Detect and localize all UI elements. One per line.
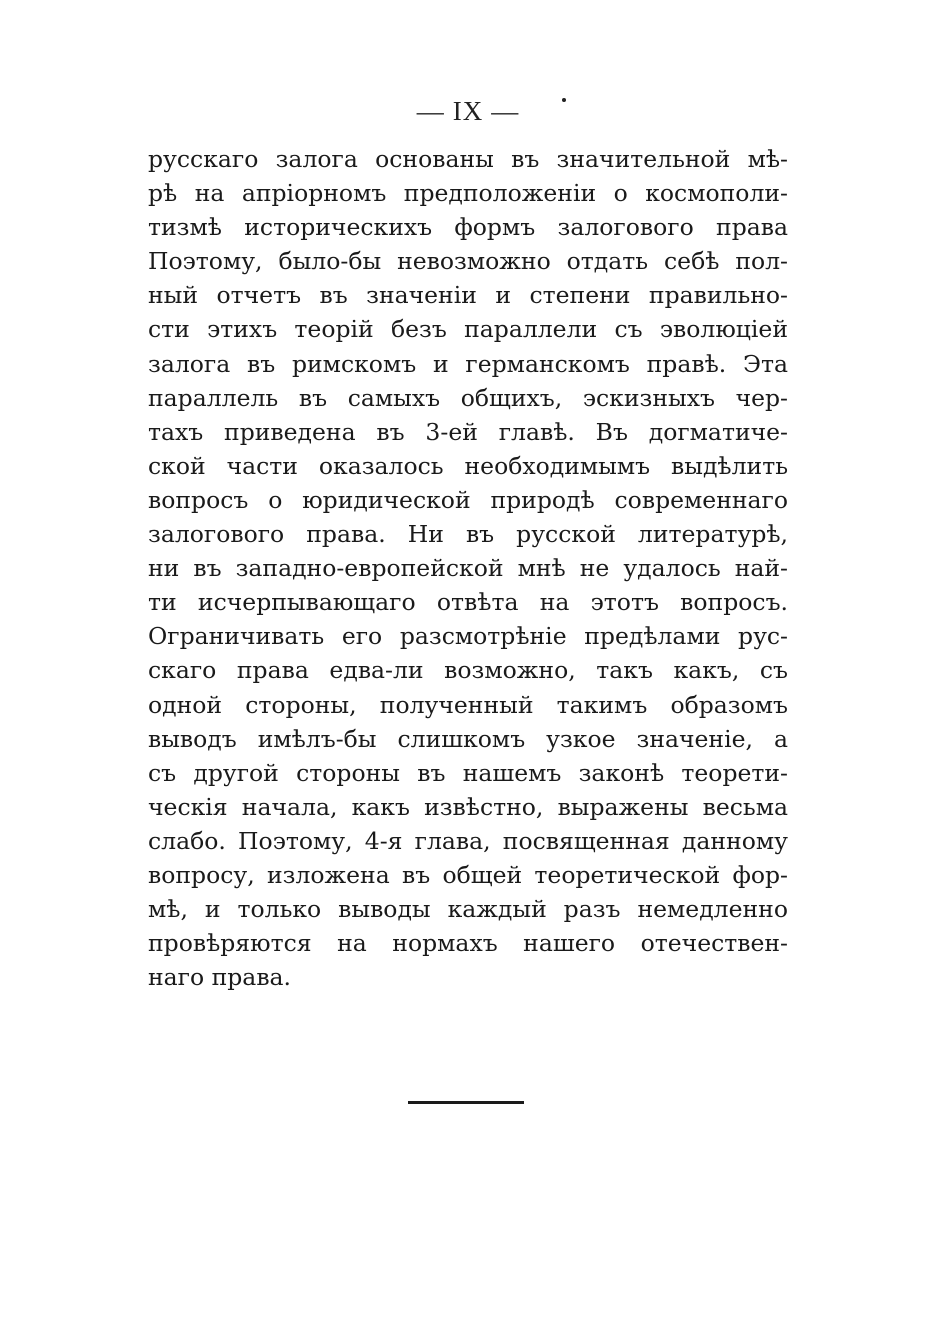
text-line: ской части оказалось необходимымъ выдѣлить (148, 451, 788, 480)
text-line: сти этихъ теорій безъ параллели съ эволюціей (148, 315, 788, 344)
text-line: одной стороны, полученный такимъ образомъ (148, 690, 788, 719)
text-line: ный отчетъ въ значеніи и степени правильно- (148, 281, 788, 310)
ink-speck (562, 98, 566, 102)
text-line: ти исчерпывающаго отвѣта на этотъ вопросъ. (148, 588, 788, 617)
text-line: рѣ на апріорномъ предположеніи о космополи- (148, 179, 788, 208)
page-number: IX (452, 96, 484, 126)
body-paragraph (148, 142, 788, 994)
text-line: вопросу, изложена въ общей теоретической фор- (148, 860, 788, 889)
header-dash-left: — (416, 96, 445, 126)
text-line: ни въ западно-европейской мнѣ не удалось най- (148, 554, 788, 583)
page-header (0, 96, 936, 127)
text-line-last: наго права. (148, 963, 292, 992)
text-line: ческія начала, какъ извѣстно, выражены весьма (148, 792, 788, 821)
text-line: Ограничивать его разсмотрѣніе предѣлами рус- (148, 622, 788, 651)
text-line: скаго права едва-ли возможно, такъ какъ, съ (148, 656, 788, 685)
text-line: русскаго залога основаны въ значительной мѣ- (148, 145, 788, 173)
text-line: вопросъ о юридической природѣ современнаго (148, 485, 788, 514)
text-line: слабо. Поэтому, 4-я глава, посвященная данному (148, 826, 788, 855)
text-line: выводъ имѣлъ-бы слишкомъ узкое значеніе, а (148, 724, 788, 753)
header-dash-right: — (491, 96, 520, 126)
text-line: залога въ римскомъ и германскомъ правѣ. Эта (148, 349, 788, 378)
text-line: мѣ, и только выводы каждый разъ немедленно (148, 895, 788, 924)
text-line: съ другой стороны въ нашемъ законѣ теорети- (148, 758, 788, 787)
text-line: Поэтому, было-бы невозможно отдать себѣ пол- (148, 247, 788, 276)
text-line: тахъ приведена въ 3-ей главѣ. Въ догматиче- (148, 417, 788, 446)
text-line: провѣряются на нормахъ нашего отечествен- (148, 929, 788, 958)
section-end-rule (408, 1101, 524, 1104)
text-line: параллель въ самыхъ общихъ, эскизныхъ чер- (148, 383, 788, 412)
text-line: залогового права. Ни въ русской литературѣ, (148, 520, 788, 549)
text-line: тизмѣ историческихъ формъ залогового права (148, 213, 788, 242)
